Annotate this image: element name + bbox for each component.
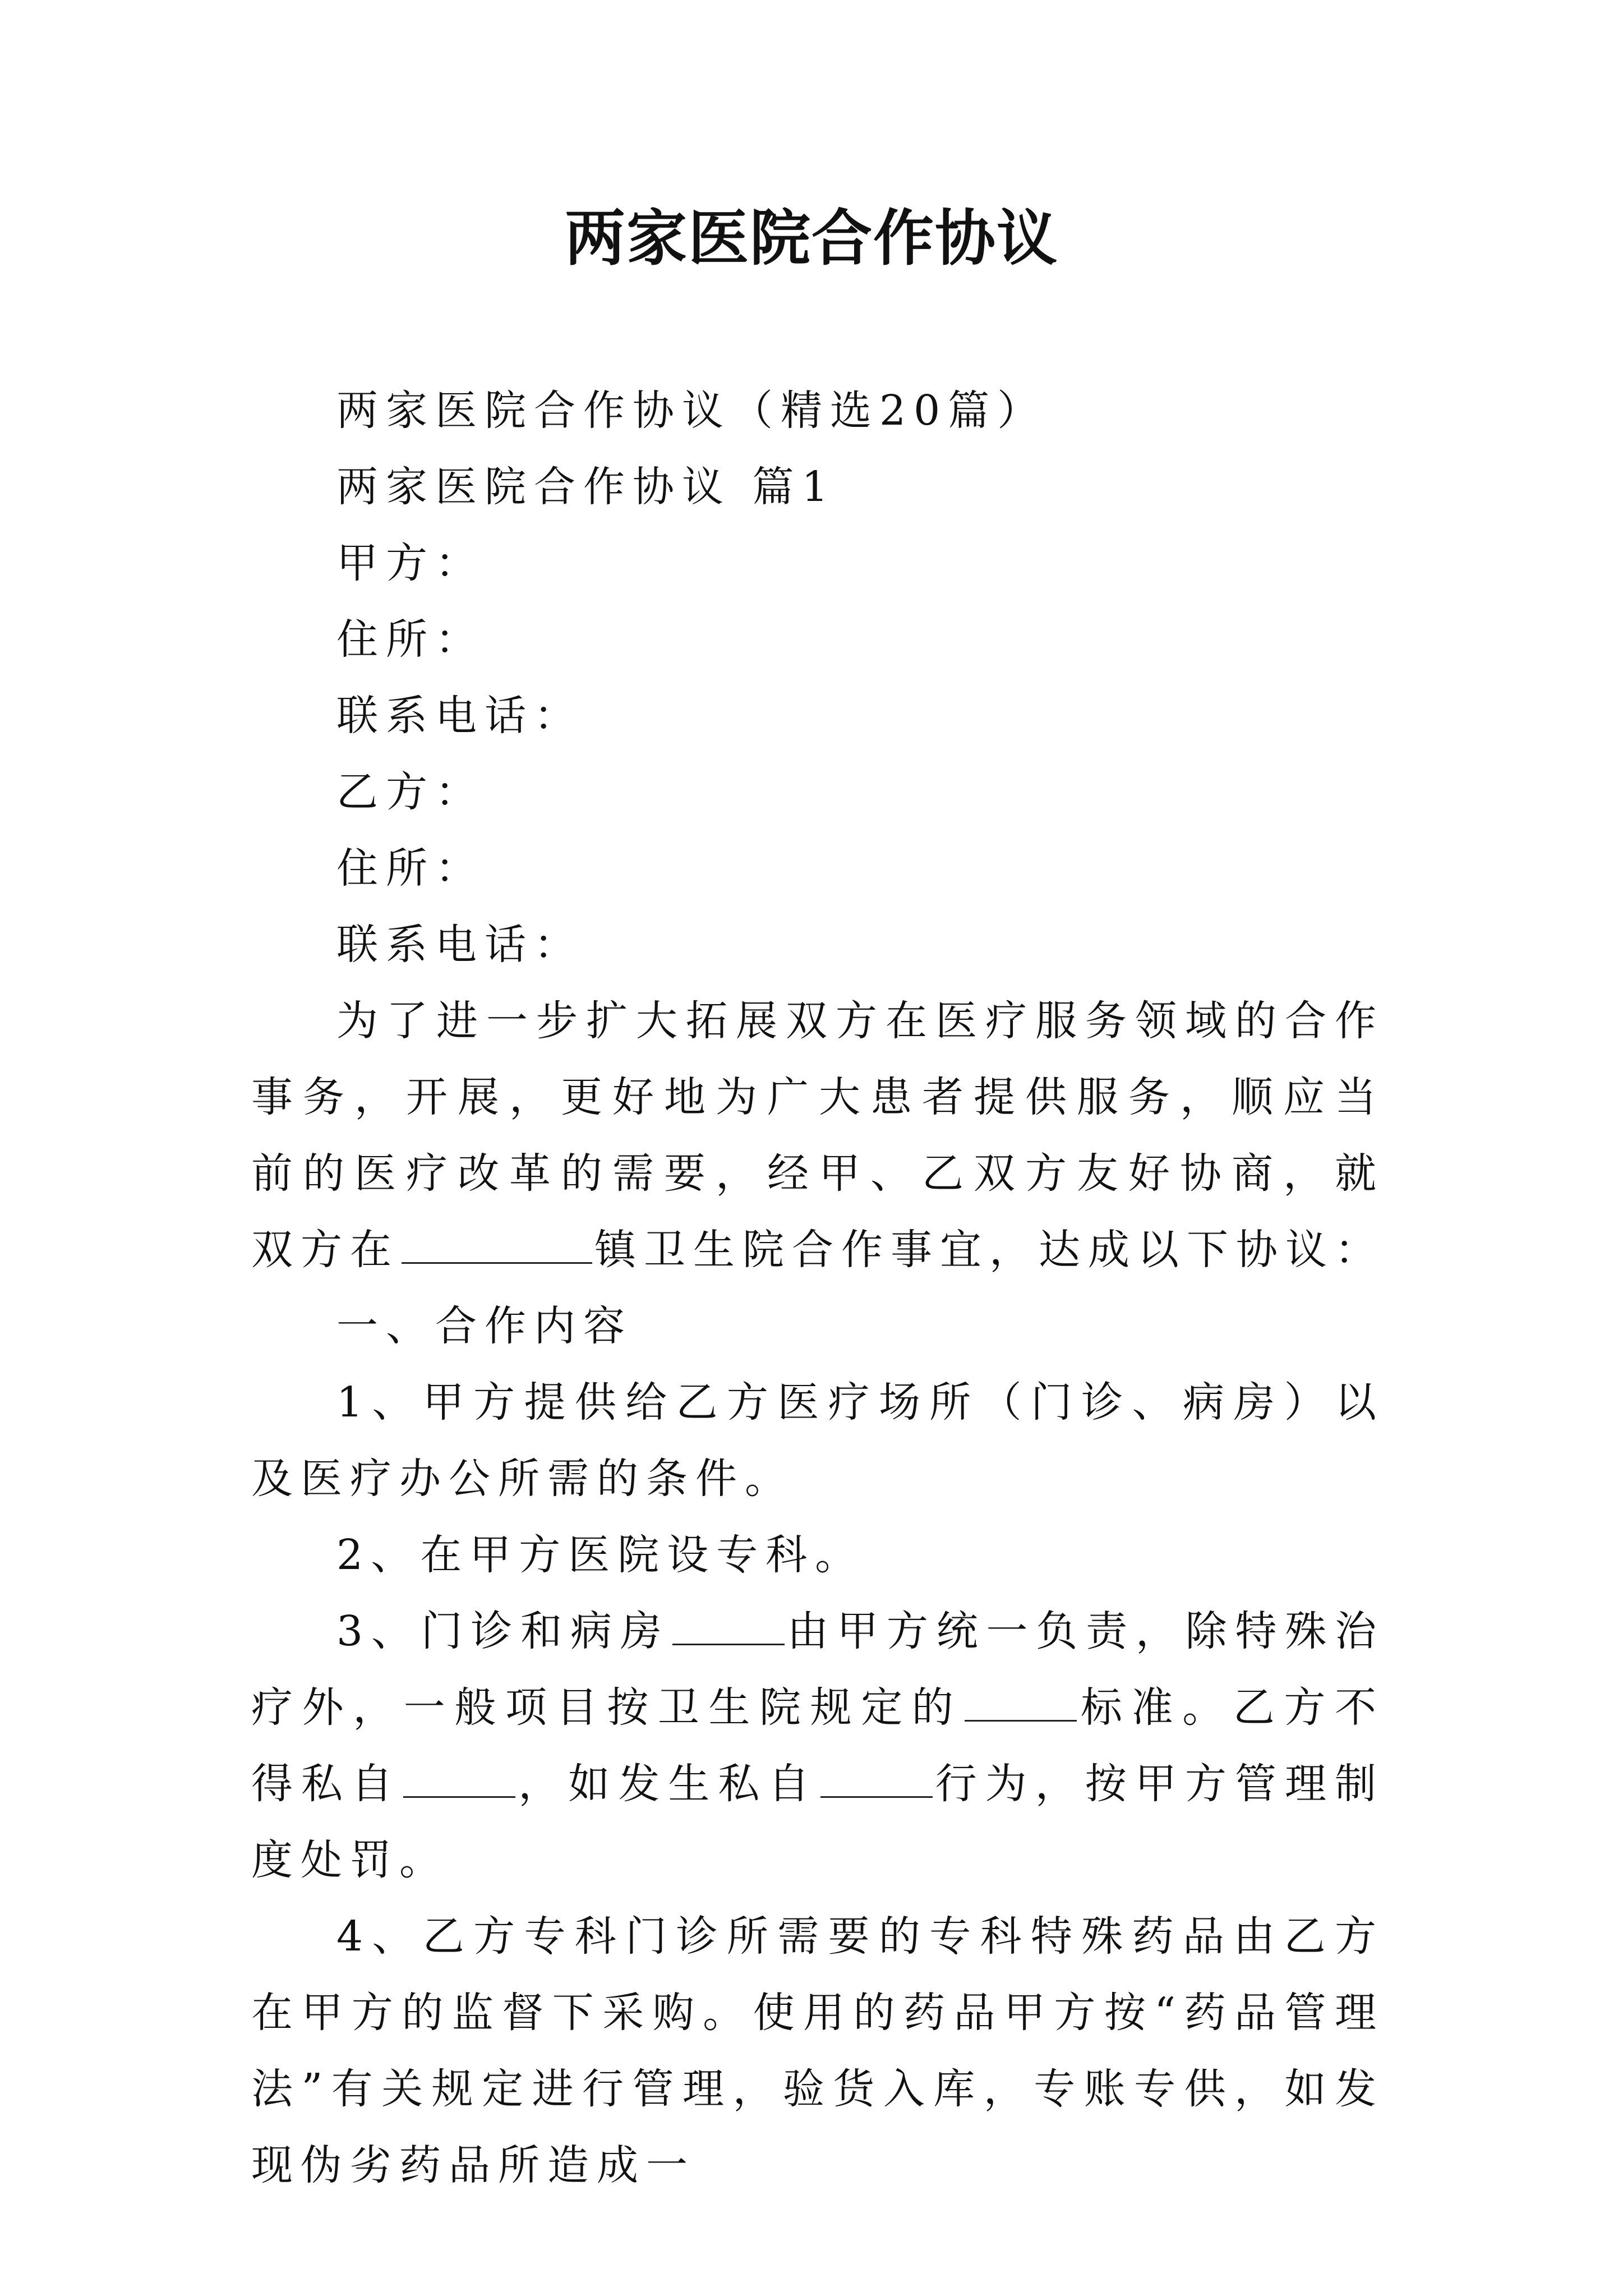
party-b-phone-line: 联系电话： [336,921,583,969]
clause-3-part5: 行为，按甲方管理制度处罚。 [251,1760,1385,1884]
intro-text-part1: 为了进一步扩大拓展双方在医疗服务领域的合作事务，开展，更好地为广大患者提供服务，顺应当前的医疗改革的需要，经甲、乙双方友好协商，就双方在 [251,997,1384,1274]
document-title: 两家医院合作协议 [564,203,1058,274]
clause-1-paragraph: 1、甲方提供给乙方医疗场所（门诊、病房）以及医疗办公所需的条件。 [251,1378,1384,1503]
clause-4-paragraph: 4、乙方专科门诊所需要的专科特殊药品由乙方在甲方的监督下采购。使用的药品甲方按“药品管理法”有关规定进行管理，验货入库，专账专供，如发现伪劣药品所造成一 [251,1912,1384,2189]
party-b-line: 乙方： [336,768,485,816]
fill-in-blank-3 [403,1756,515,1798]
intro-paragraph [251,983,1384,1288]
clause-3-part3: 标准。乙方不得私自 [251,1683,1385,1808]
clause-3-part1: 3、门诊和病房 [336,1607,670,1655]
party-a-phone-line: 联系电话： [336,692,583,740]
fill-in-blank-town [402,1222,592,1264]
clause-3-part4: ，如发生私自 [518,1760,818,1808]
subtitle-line: 两家医院合作协议（精选20篇） [336,386,1047,435]
intro-text-part2: 镇卫生院合作事宜，达成以下协议： [594,1226,1384,1274]
fill-in-blank-4 [820,1756,933,1798]
party-b-address-line: 住所： [336,844,485,892]
party-a-address-line: 住所： [336,615,485,664]
clause-3-paragraph [251,1593,1384,1898]
party-a-line: 甲方： [336,539,485,587]
document-body [251,372,1384,2203]
section-heading-line: 两家医院合作协议 篇1 [336,463,836,511]
fill-in-blank-2 [965,1680,1077,1722]
clause-3-part2: 由甲方统一负责，除特殊治疗外，一般项目按卫生院规定的 [251,1607,1384,1732]
clause-2-paragraph: 2、在甲方医院设专科。 [336,1531,865,1579]
section-one-heading: 一、合作内容 [336,1302,633,1350]
fill-in-blank-1 [672,1603,785,1645]
